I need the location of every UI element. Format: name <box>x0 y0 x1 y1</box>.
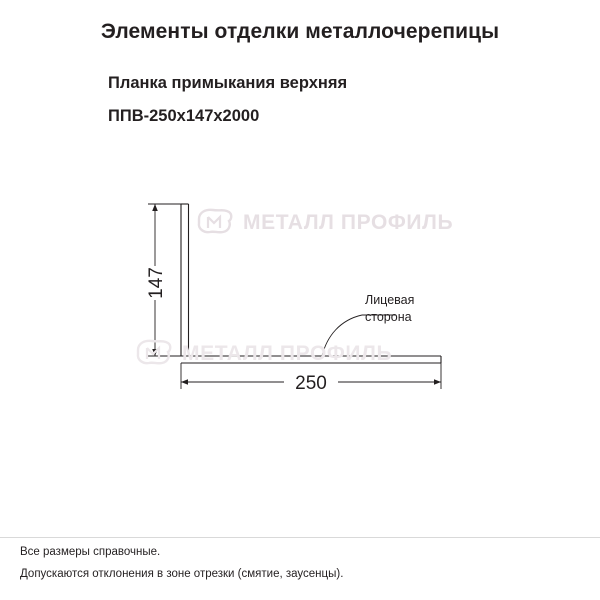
profile-outline <box>181 204 441 363</box>
callout-label-line2: сторона <box>365 310 412 324</box>
dimension-height-label: 147 <box>146 267 167 299</box>
watermark-text: МЕТАЛЛ ПРОФИЛЬ <box>182 342 393 365</box>
watermark-text: МЕТАЛЛ ПРОФИЛЬ <box>243 211 454 234</box>
drawing-svg <box>0 160 600 440</box>
technical-drawing <box>0 160 600 440</box>
footer-divider <box>0 537 600 538</box>
product-subtitle: Планка примыкания верхняя <box>108 74 348 92</box>
footer-note-1: Все размеры справочные. <box>20 546 161 558</box>
footer-note-2: Допускаются отклонения в зоне отрезки (смятие, заусенцы). <box>20 568 344 580</box>
dimension-width-label: 250 <box>295 373 327 394</box>
callout-label-line1: Лицевая <box>365 293 415 307</box>
page-title: Элементы отделки металлочерепицы <box>100 20 500 43</box>
product-code: ППВ-250х147х2000 <box>108 107 260 125</box>
